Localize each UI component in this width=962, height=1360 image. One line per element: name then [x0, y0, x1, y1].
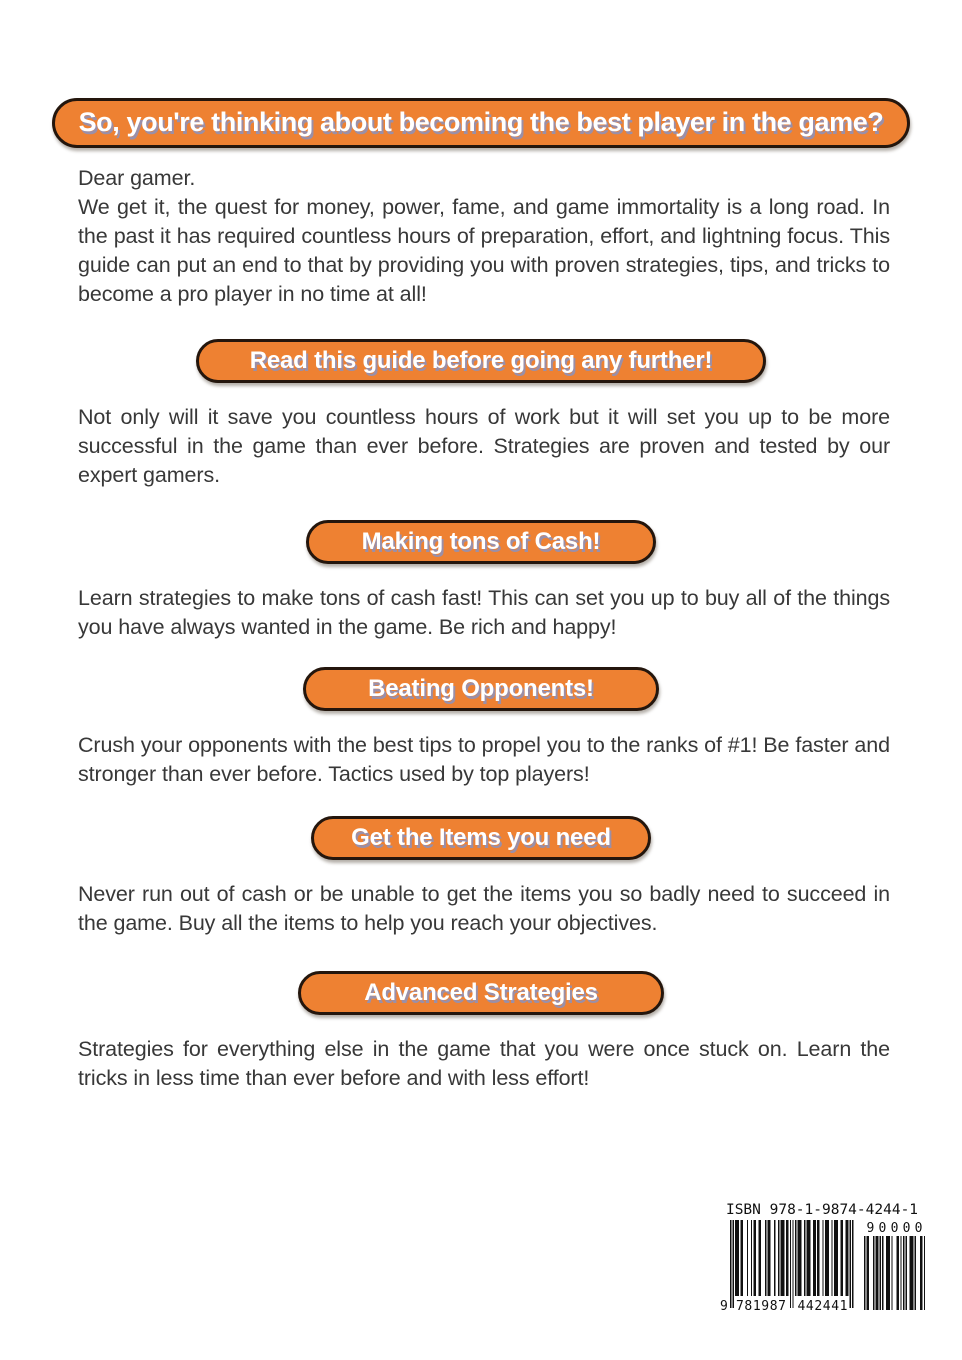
svg-text:442441: 442441	[797, 1299, 847, 1314]
barcode-bars-row	[716, 1220, 928, 1314]
svg-text:90000: 90000	[866, 1221, 922, 1236]
isbn-barcode-block	[716, 1202, 928, 1314]
ean13-barcode	[719, 1220, 856, 1314]
main-headline-banner: So, you're thinking about becoming the best player in the game?	[52, 98, 910, 148]
intro-body-text: We get it, the quest for money, power, fame, and game immortality is a long road. In the past it has required countless hours of preparation, effort, and lightning focus. This guide can put an end to that by providing you with proven strategies, tips, and tricks to become a pro player in no time at all!	[78, 195, 890, 306]
section-banner-making-cash: Making tons of Cash!	[306, 520, 656, 564]
section-body-beating-opponents: Crush your opponents with the best tips to propel you to the ranks of #1! Be faster and stronger than ever before. Tactics used by top players!	[78, 733, 890, 786]
svg-text:9: 9	[719, 1299, 728, 1314]
section-body-read-guide: Not only will it save you countless hours of work but it will set you up to be more successful in the game than ever before. Strategies are proven and tested by our expert gamers.	[78, 405, 890, 487]
section-banner-advanced-strategies: Advanced Strategies	[298, 971, 664, 1015]
section-body-get-items: Never run out of cash or be unable to get the items you so badly need to succeed in the game. Buy all the items to help you reach your objectives.	[78, 882, 890, 935]
section-body-making-cash: Learn strategies to make tons of cash fast! This can set you up to buy all of the things you have always wanted in the game. Be rich and happy!	[78, 586, 890, 639]
section-banner-beating-opponents: Beating Opponents!	[303, 667, 659, 711]
greeting-line: Dear gamer.	[78, 166, 196, 190]
svg-text:781987: 781987	[735, 1299, 786, 1314]
intro-paragraph	[78, 164, 890, 309]
isbn-label: ISBN 978-1-9874-4244-1	[725, 1202, 919, 1218]
section-banner-read-guide: Read this guide before going any further!	[196, 339, 766, 383]
section-body-advanced-strategies: Strategies for everything else in the game that you were once stuck on. Learn the tricks in less time than ever before and with less effort!	[78, 1037, 890, 1090]
section-banner-get-items: Get the Items you need	[311, 816, 651, 860]
ean5-supplement-barcode	[864, 1220, 926, 1314]
